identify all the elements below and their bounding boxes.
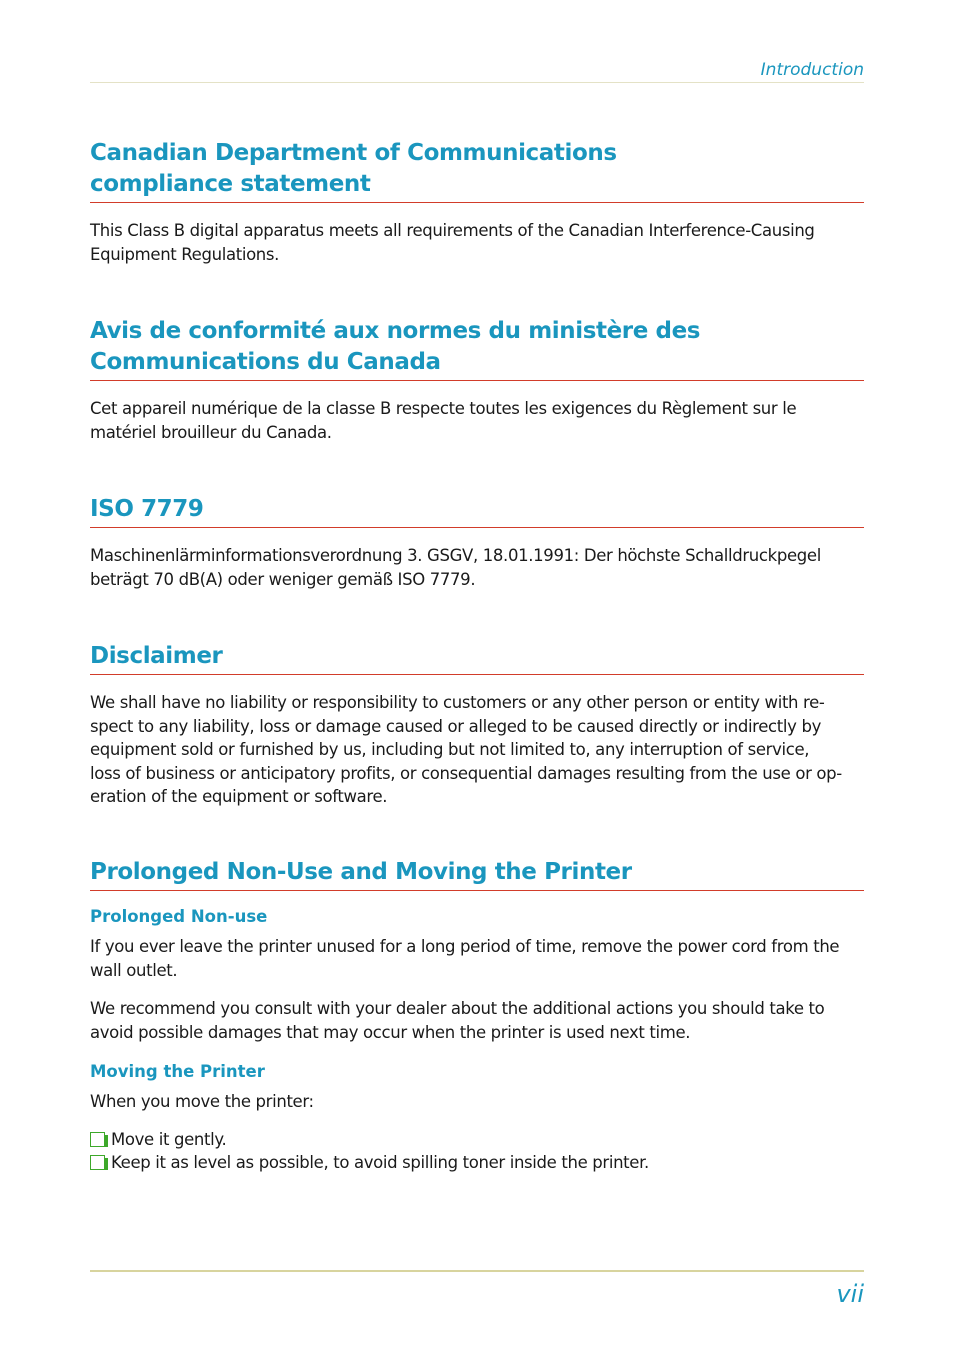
section-heading: Avis de conformité aux normes du ministère des Communications du Canada bbox=[90, 316, 864, 381]
subsection-body: When you move the printer: bbox=[90, 1092, 314, 1111]
section-body: Maschinenlärminformationsverordnung 3. GSGV, 18.01.1991: Der höchste Schalldruckpegel beträgt 70 dB(A) oder weniger gemäß ISO 7779. bbox=[90, 546, 821, 589]
running-header: Introduction bbox=[760, 60, 864, 80]
checkbox-bullet-icon bbox=[90, 1132, 105, 1147]
subsection-body: If you ever leave the printer unused for a long period of time, remove the power cord from the wall outlet. bbox=[90, 937, 840, 980]
section-avis-conformite bbox=[90, 316, 864, 444]
footer-rule bbox=[90, 1270, 864, 1272]
subsection-body: We recommend you consult with your dealer about the additional actions you should take to avoid possible damages that may occur when the printer is used next time. bbox=[90, 999, 825, 1042]
section-heading: ISO 7779 bbox=[90, 494, 864, 528]
checkbox-bullet-icon bbox=[90, 1155, 105, 1170]
subsection-heading: Prolonged Non-use bbox=[90, 907, 268, 926]
section-prolonged-non-use bbox=[90, 857, 864, 1174]
section-body: We shall have no liability or responsibility to customers or any other person or entity with re- spect to any liability, loss or damage caused or alleged to be caused directly or indirectly by equipment sold or furnished by us, including but not limited to, any interruption of service, loss of business or anticipatory profits, or consequential damages resulting from the use or op- eration of the equipment or software. bbox=[90, 693, 842, 806]
list-item: Move it gently. bbox=[90, 1128, 864, 1151]
section-heading: Disclaimer bbox=[90, 641, 864, 675]
section-disclaimer bbox=[90, 641, 864, 809]
bullet-list bbox=[90, 1128, 864, 1174]
section-iso-7779 bbox=[90, 494, 864, 591]
section-body: Cet appareil numérique de la classe B respecte toutes les exigences du Règlement sur le matériel brouilleur du Canada. bbox=[90, 399, 797, 442]
section-heading: Prolonged Non-Use and Moving the Printer bbox=[90, 857, 864, 891]
section-heading: Canadian Department of Communications compliance statement bbox=[90, 138, 864, 203]
subsection-heading: Moving the Printer bbox=[90, 1062, 265, 1081]
section-body: This Class B digital apparatus meets all requirements of the Canadian Interference-Causing Equipment Regulations. bbox=[90, 221, 815, 264]
list-item: Keep it as level as possible, to avoid spilling toner inside the printer. bbox=[90, 1151, 864, 1174]
section-canadian-compliance bbox=[90, 138, 864, 266]
page-number: vii bbox=[836, 1280, 864, 1308]
header-rule bbox=[90, 82, 864, 83]
